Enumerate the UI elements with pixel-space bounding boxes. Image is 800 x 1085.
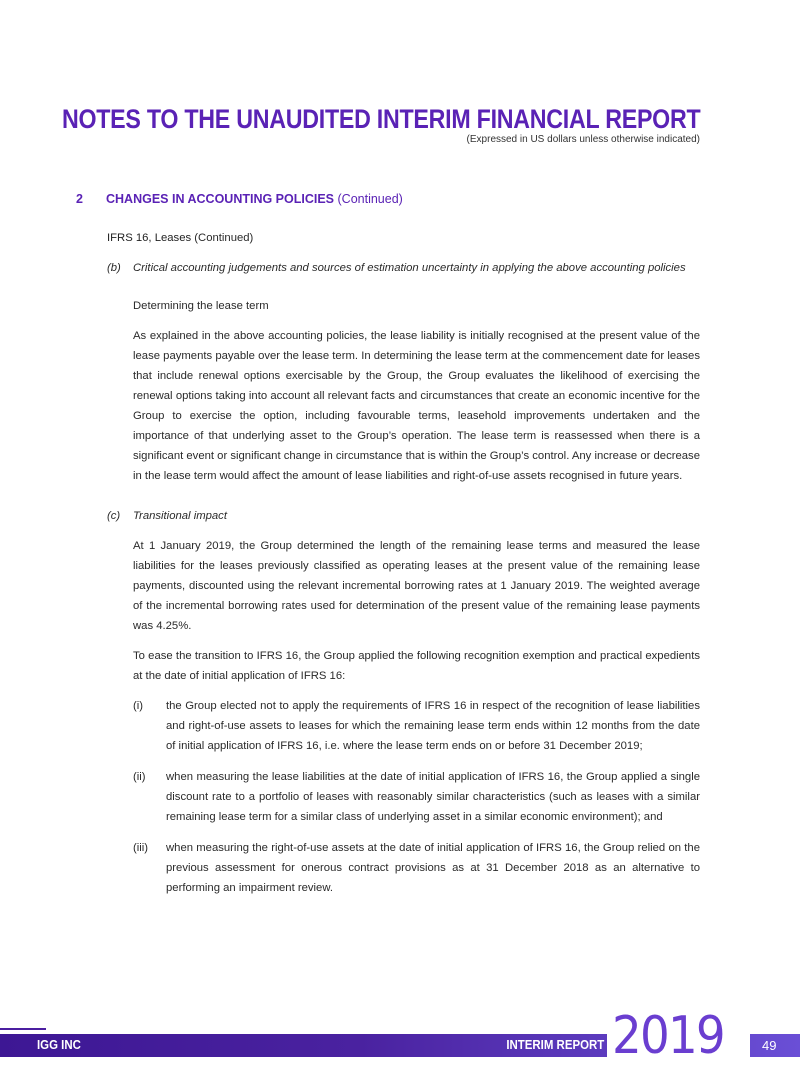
list-item-label: (ii) bbox=[133, 771, 146, 783]
list-item-text: when measuring the lease liabilities at the date of initial application of IFRS 16, the Group applied a single discount rate to a portfolio of leases with reasonably similar characteristics (such as leases with a similar remaining lease term for a similar class of underlying asset in a similar economic environment); and bbox=[166, 771, 700, 823]
section-number: 2 bbox=[76, 192, 83, 206]
item-b-paragraph: As explained in the above accounting policies, the lease liability is initially recognised at the present value of the lease payments payable over the lease term. In determining the lease term at the commencement date for leases that include renewal options exercisable by the Group, the Group evaluates the likelihood of exercising the renewal options taking into account all relevant facts and circumstances that create an economic incentive for the Group to exercise the option, including favourable terms, leasehold improvements undertaken and the importance of that underlying asset to the Group’s operation. The lease term is reassessed when there is a significant event or significant change in circumstance that is within the Group’s control. Any increase or decrease in the lease term would affect the amount of lease liabilities and right-of-use assets recognised in future years. bbox=[133, 330, 700, 482]
footer-report-label: INTERIM REPORT bbox=[506, 1037, 604, 1052]
item-b-heading bbox=[107, 258, 700, 278]
item-b-subtitle: Determining the lease term bbox=[133, 300, 269, 312]
list-item bbox=[133, 838, 700, 898]
list-item bbox=[133, 696, 700, 756]
section-heading bbox=[76, 192, 403, 206]
item-c-heading bbox=[107, 506, 700, 526]
section-continued: (Continued) bbox=[337, 192, 403, 206]
list-item-text: when measuring the right-of-use assets at the date of initial application of IFRS 16, the Group relied on the previous assessment for onerous contract provisions as at 31 December 2018 as an alternative to performing an impairment review. bbox=[166, 842, 700, 894]
subheading-continued: (Continued) bbox=[194, 232, 254, 244]
document-body bbox=[107, 228, 700, 909]
list-item-text: the Group elected not to apply the requirements of IFRS 16 in respect of the recognition of lease liabilities and right-of-use assets to leases for which the remaining lease term ends within 12 months from the date of initial application of IFRS 16, i.e. where the lease term ends on or before 31 December 2019; bbox=[166, 700, 700, 752]
item-c-heading-text: Transitional impact bbox=[133, 510, 227, 522]
list-item-label: (i) bbox=[133, 700, 144, 712]
item-c-paragraph-1: At 1 January 2019, the Group determined the length of the remaining lease terms and measured the lease liabilities for the leases previously classified as operating leases at the present value of the remaining lease payments, discounted using the relevant incremental borrowing rates at 1 January 2019. The weighted average of the incremental borrowing rates used for determination of the present value of the remaining lease payments was 4.25%. bbox=[133, 540, 700, 632]
footer-company: IGG INC bbox=[37, 1037, 81, 1052]
section-title: CHANGES IN ACCOUNTING POLICIES bbox=[106, 192, 335, 206]
list-item bbox=[133, 767, 700, 827]
page-title: NOTES TO THE UNAUDITED INTERIM FINANCIAL REPORT bbox=[61, 104, 700, 134]
item-c-label: (c) bbox=[107, 510, 121, 522]
item-c-paragraph-2: To ease the transition to IFRS 16, the Group applied the following recognition exemption and practical expedients at the date of initial application of IFRS 16: bbox=[133, 650, 700, 682]
page-number: 49 bbox=[762, 1038, 777, 1053]
list-item-label: (iii) bbox=[133, 842, 149, 854]
item-b-heading-text: Critical accounting judgements and sources of estimation uncertainty in applying the above accounting policies bbox=[133, 262, 686, 274]
footer-year-logo: 2019 bbox=[612, 1006, 724, 1066]
page-subtitle: (Expressed in US dollars unless otherwise indicated) bbox=[466, 134, 700, 145]
subheading-title: IFRS 16, Leases bbox=[107, 232, 192, 244]
subheading bbox=[107, 228, 700, 248]
footer-accent-line bbox=[0, 1028, 46, 1030]
item-b-label: (b) bbox=[107, 262, 121, 274]
